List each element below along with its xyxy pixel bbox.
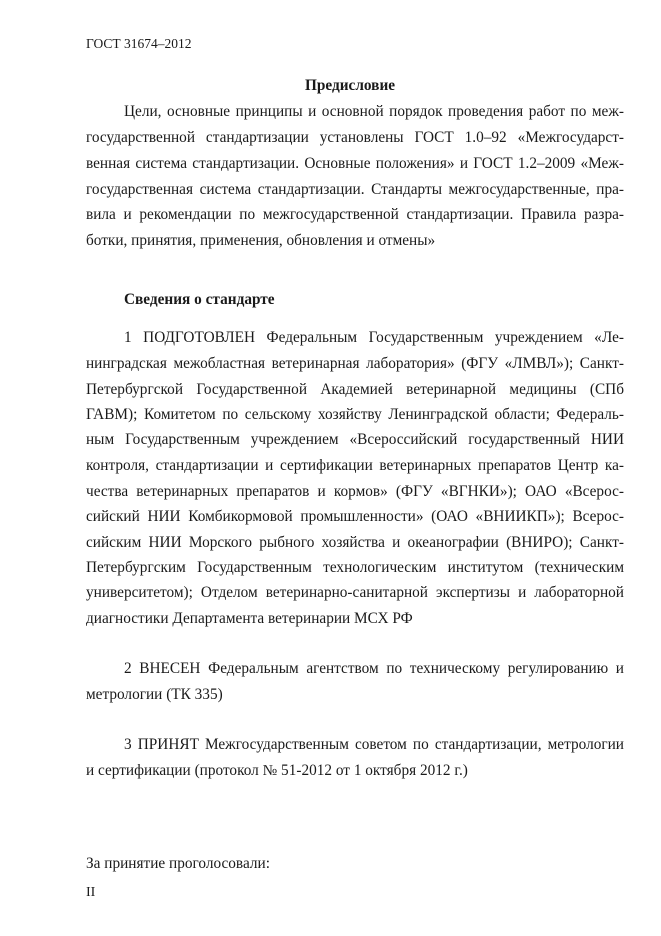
- item-line: метрологии (ТК 335): [86, 686, 223, 703]
- foreword-line: венная система стандартизации. Основные положения» и ГОСТ 1.2–2009 «Меж-: [86, 155, 624, 172]
- item-line: сийский НИИ Комбикормовой промышленности» (ОАО «ВНИИКП»); Всерос-: [86, 508, 624, 525]
- item-line: сийским НИИ Морского рыбного хозяйства и океанографии (ВНИРО); Санкт-: [86, 534, 624, 551]
- item-line: Петербургским Государственным технологическим институтом (техническим: [86, 559, 624, 576]
- item-line: 1 ПОДГОТОВЛЕН Федеральным Государственным учреждением «Ле-: [124, 329, 624, 346]
- item-line: 3 ПРИНЯТ Межгосударственным советом по стандартизации, метрологии: [124, 736, 624, 753]
- item-line: университетом); Отделом ветеринарно-санитарной экспертизы и лабораторной: [86, 584, 624, 601]
- item-line: нинградская межобластная ветеринарная лаборатория» (ФГУ «ЛМВЛ»); Санкт-: [86, 355, 624, 372]
- item-line: Петербургской Государственной Академией ветеринарной медицины (СПб: [86, 381, 624, 398]
- item-line: 2 ВНЕСЕН Федеральным агентством по техническому регулированию и: [124, 660, 624, 677]
- foreword-title: Предисловие: [305, 77, 396, 94]
- document-code: ГОСТ 31674–2012: [86, 36, 192, 51]
- standard-info-title: Сведения о стандарте: [124, 291, 275, 308]
- voting-label: За принятие проголосовали:: [86, 855, 270, 872]
- foreword-line: Цели, основные принципы и основной порядок проведения работ по меж-: [124, 103, 624, 120]
- foreword-line: государственная система стандартизации. Стандарты межгосударственные, пра-: [86, 181, 624, 198]
- foreword-line: ботки, принятия, применения, обновления и отмены»: [86, 232, 436, 249]
- foreword-line: вила и рекомендации по межгосударственной стандартизации. Правила разра-: [86, 206, 624, 223]
- item-line: и сертификации (протокол № 51-2012 от 1 октября 2012 г.): [86, 762, 468, 779]
- item-line: диагностики Департамента ветеринарии МСХ РФ: [86, 610, 413, 627]
- page-number: II: [86, 885, 96, 900]
- foreword-line: государственной стандартизации установлены ГОСТ 1.0–92 «Межгосударст-: [86, 129, 624, 146]
- item-line: контроля, стандартизации и сертификации ветеринарных препаратов Центр ка-: [86, 457, 624, 474]
- item-line: чества ветеринарных препаратов и кормов» (ФГУ «ВГНКИ»); ОАО «Всерос-: [86, 483, 624, 500]
- item-line: ГАВМ); Комитетом по сельскому хозяйству Ленинградской области; Федераль-: [86, 406, 624, 423]
- item-line: ным Государственным учреждением «Всероссийский государственный НИИ: [86, 431, 624, 448]
